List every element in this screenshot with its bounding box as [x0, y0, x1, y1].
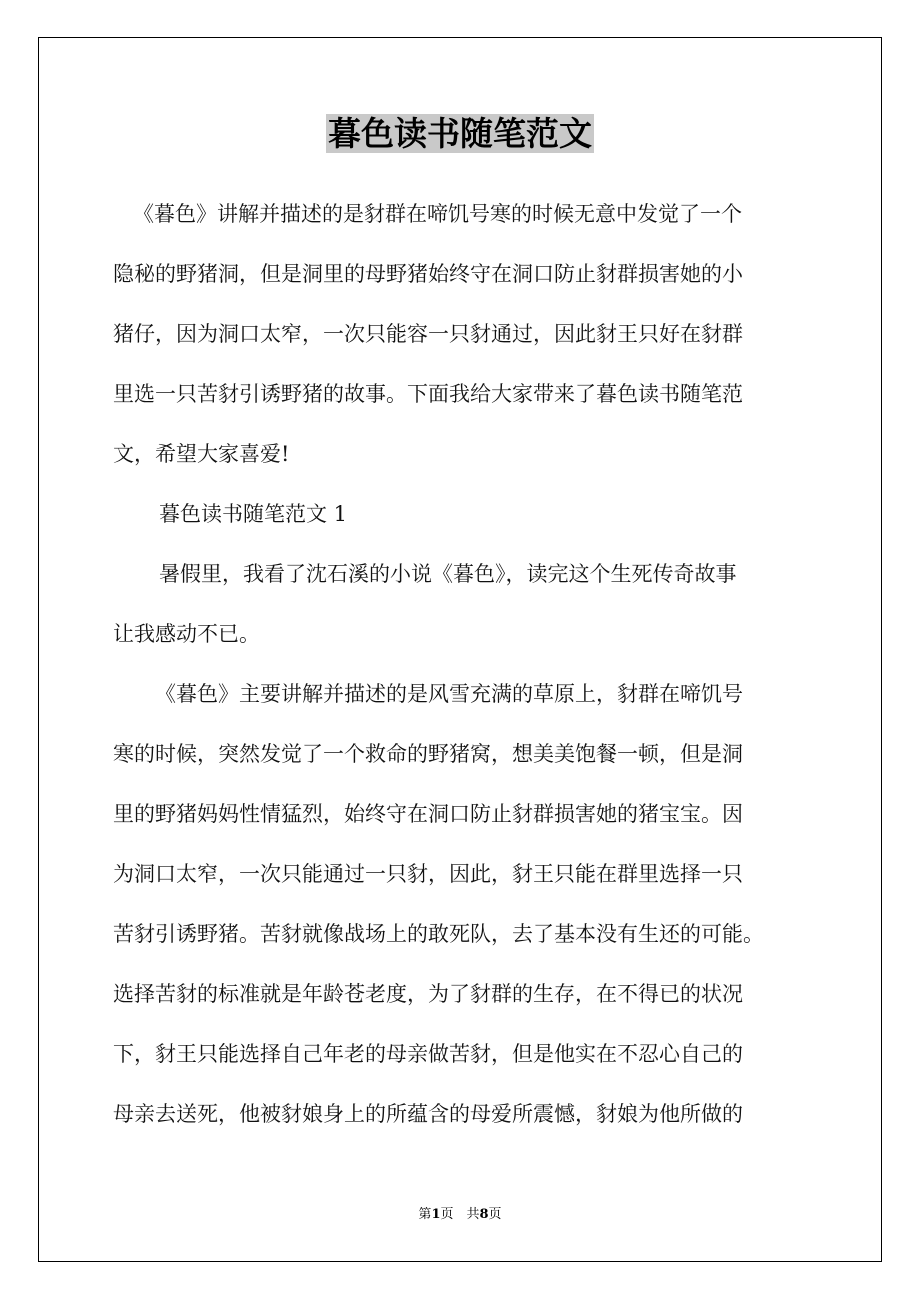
paragraph-line: 隐秘的野猪洞，但是洞里的母野猪始终守在洞口防止豺群损害她的小: [113, 262, 743, 286]
paragraph-line: 文，希望大家喜爱!: [113, 442, 290, 466]
paragraph-line: 寒的时候，突然发觉了一个救命的野猪窝，想美美饱餐一顿，但是洞: [113, 742, 743, 766]
paragraph-line: 《暮色》主要讲解并描述的是风雪充满的草原上，豺群在啼饥号: [155, 682, 743, 706]
section-heading: 暮色读书随笔范文 1: [159, 502, 348, 526]
paragraph-line: 选择苦豺的标准就是年龄苍老度，为了豺群的生存，在不得已的状况: [113, 982, 743, 1006]
paragraph-line: 猪仔，因为洞口太窄，一次只能容一只豺通过，因此豺王只好在豺群: [113, 322, 743, 346]
paragraph-line: 下，豺王只能选择自己年老的母亲做苦豺，但是他实在不忍心自己的: [113, 1042, 743, 1066]
title-text: 暮色读书随笔范文: [328, 114, 592, 153]
paragraph-line: 里选一只苦豺引诱野猪的故事。下面我给大家带来了暮色读书随笔范: [113, 382, 743, 406]
page-footer: [0, 1206, 920, 1224]
total-pages-number: 8: [479, 1207, 489, 1222]
footer-mid: 页 共: [440, 1207, 480, 1222]
paragraph-line: 为洞口太窄，一次只能通过一只豺，因此，豺王只能在群里选择一只: [113, 862, 743, 886]
footer-suffix: 页: [488, 1207, 502, 1222]
paragraph-line: 让我感动不已。: [113, 622, 260, 646]
current-page-number: 1: [431, 1207, 441, 1222]
paragraph-line: 里的野猪妈妈性情猛烈，始终守在洞口防止豺群损害她的猪宝宝。因: [113, 802, 743, 826]
paragraph-line: 母亲去送死，他被豺娘身上的所蕴含的母爱所震憾，豺娘为他所做的: [113, 1102, 743, 1126]
document-title: [0, 113, 920, 155]
footer-prefix: 第: [418, 1207, 432, 1222]
paragraph-line: 苦豺引诱野猪。苦豺就像战场上的敢死队，去了基本没有生还的可能。: [113, 922, 764, 946]
paragraph-line: 《暮色》讲解并描述的是豺群在啼饥号寒的时候无意中发觉了一个: [133, 202, 742, 226]
paragraph-line: 暑假里，我看了沈石溪的小说《暮色》，读完这个生死传奇故事: [159, 562, 737, 586]
